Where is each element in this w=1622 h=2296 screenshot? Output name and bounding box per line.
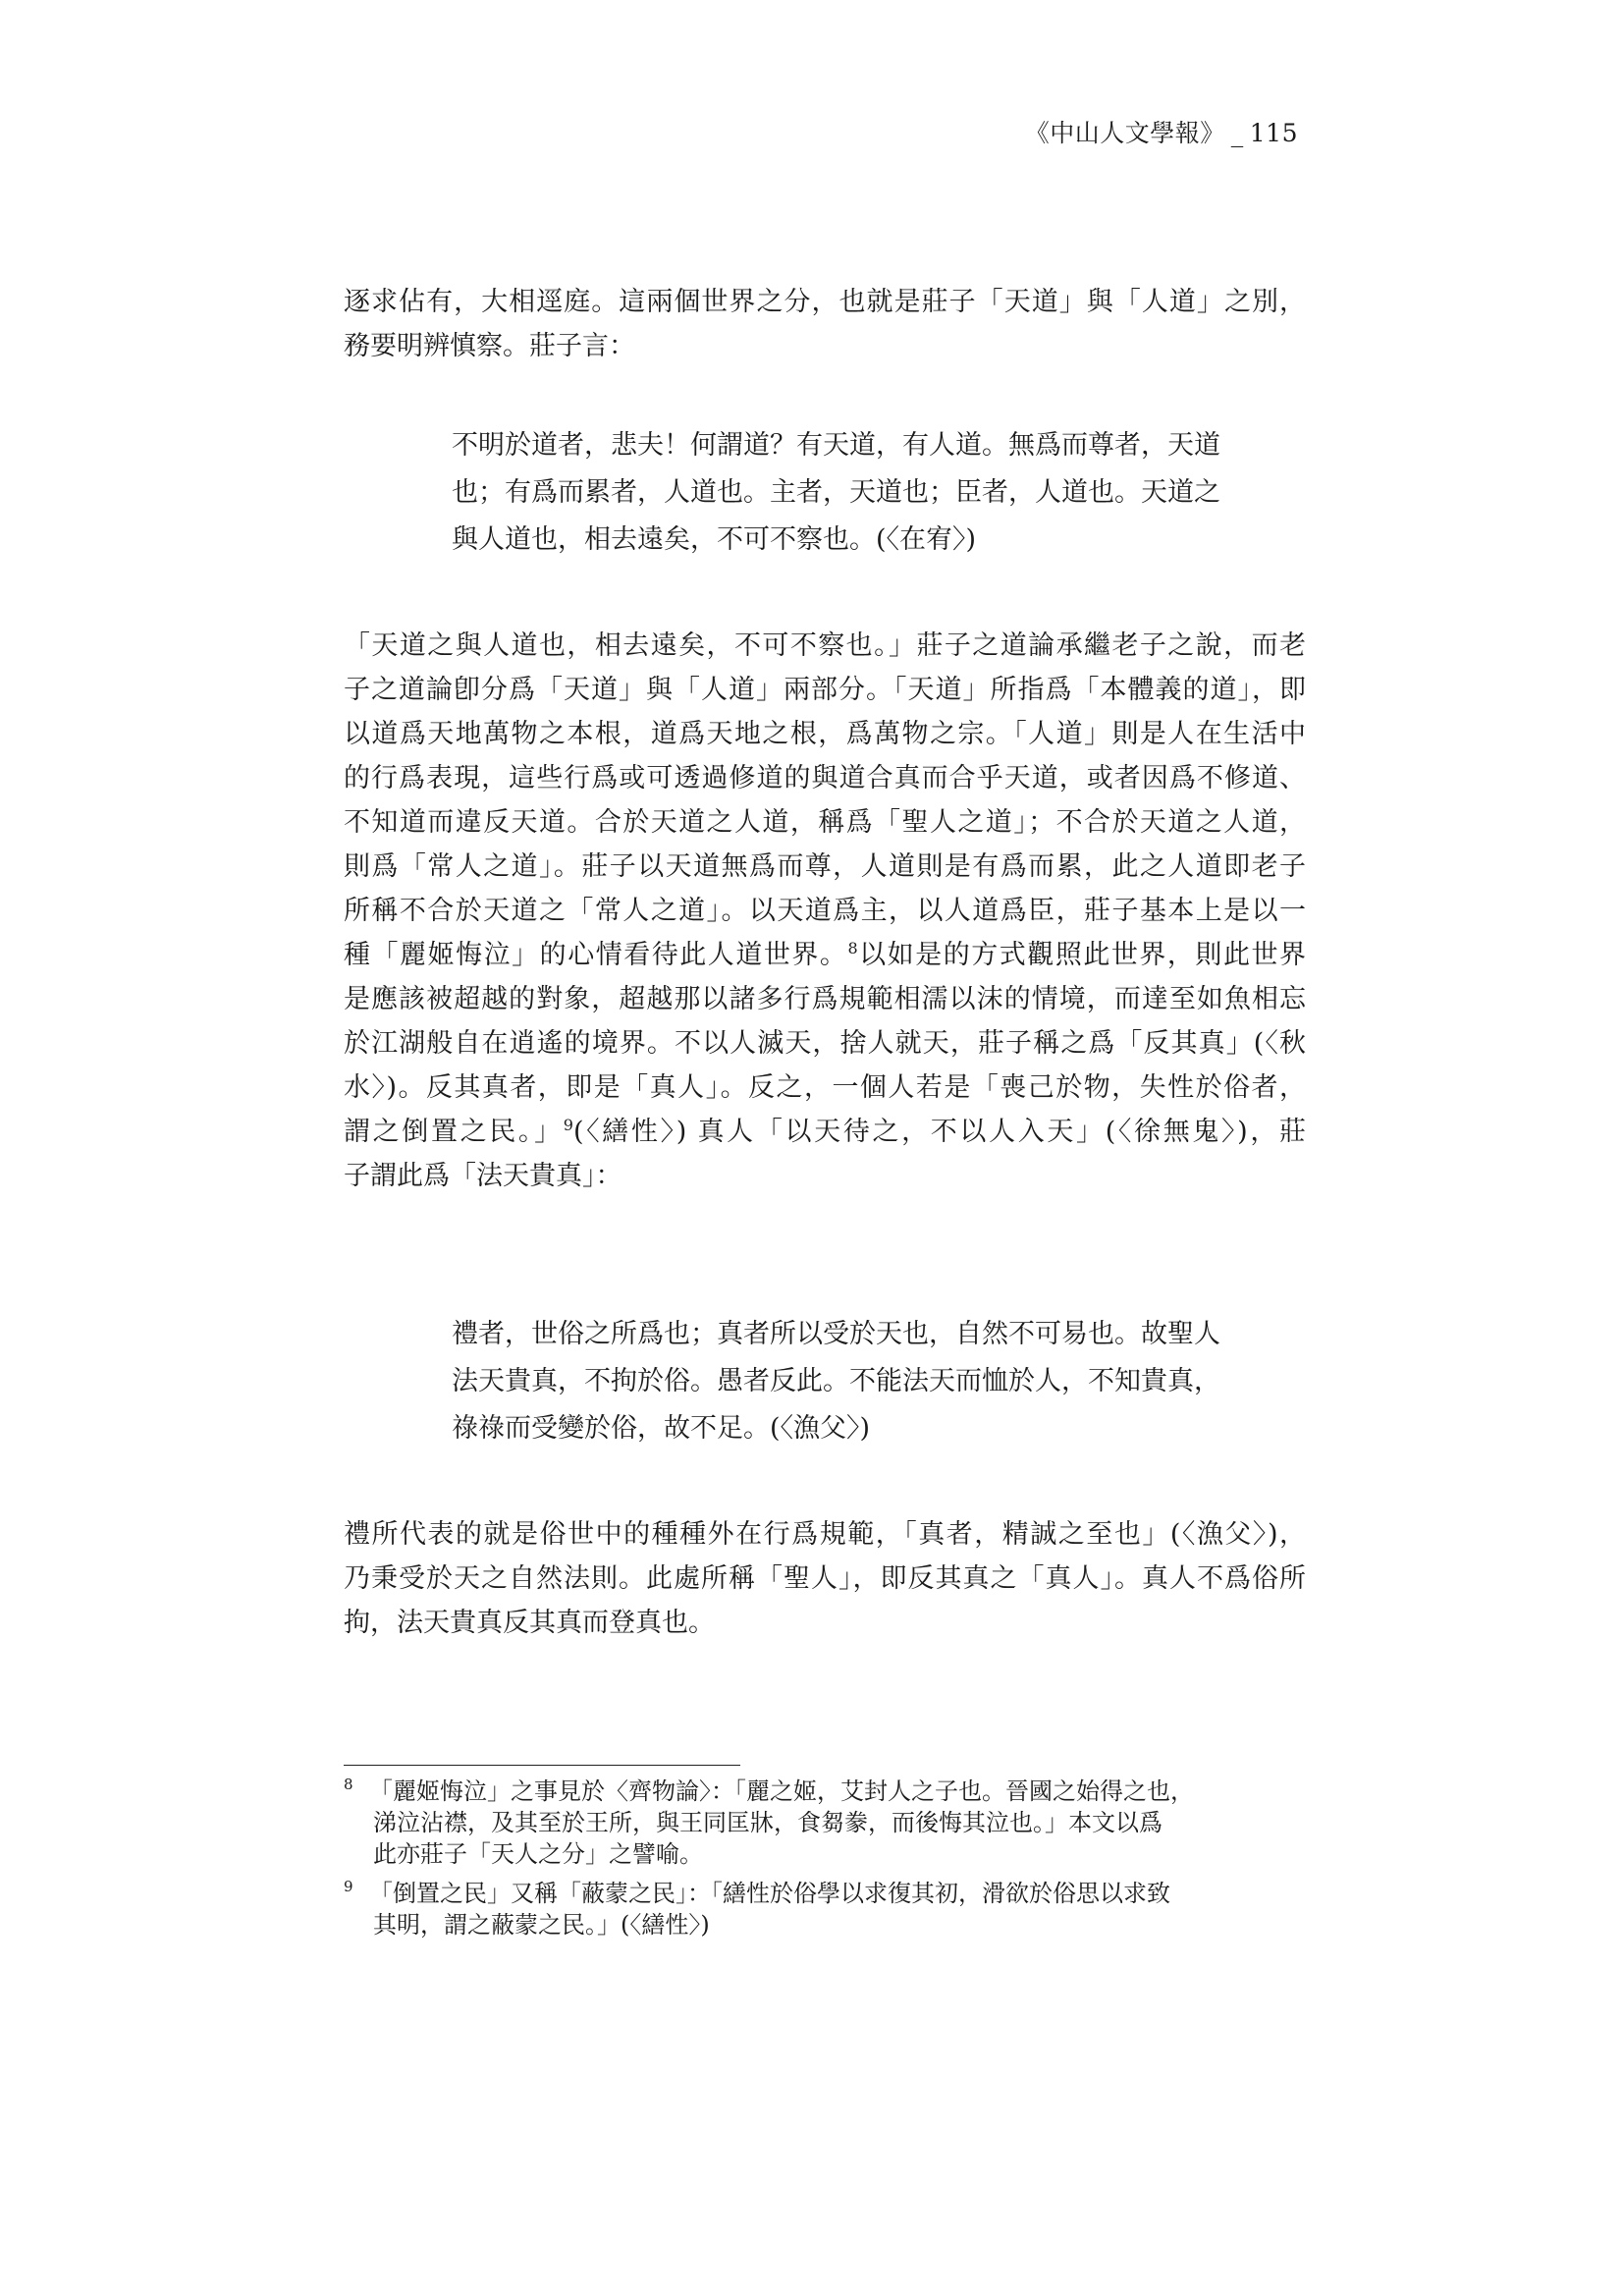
quote-line: 不明於道者，悲夫！何謂道？有天道，有人道。無爲而尊者，天道 — [452, 430, 1220, 461]
text-segment: 謂之倒置之民。」 — [344, 1117, 564, 1147]
text-line: 的行爲表現，這些行爲或可透過修道的與道合真而合乎天道，或者因爲不修道、 — [344, 763, 1306, 793]
text-line: 拘，法天貴真反其真而登真也。 — [344, 1608, 715, 1638]
text-line: 「天道之與人道也，相去遠矣，不可不察也。」莊子之道論承繼老子之說，而老 — [344, 630, 1306, 661]
text-line — [344, 933, 1306, 977]
running-header — [1025, 114, 1298, 149]
quote-line: 禮者，世俗之所爲也；真者所以受於天也，自然不可易也。故聖人 — [452, 1319, 1220, 1349]
text-segment: 以如是的方式觀照此世界，則此世界 — [857, 940, 1307, 970]
text-line — [344, 1110, 1306, 1154]
footnote-line: 「倒置之民」又稱「蔽蒙之民」：「繕性於俗學以求復其初，滑欲於俗思以求致 — [369, 1880, 1170, 1907]
footnote-9 — [344, 1878, 1306, 1941]
footnote-number: 9 — [344, 1878, 353, 1895]
text-line: 乃秉受於天之自然法則。此處所稱「聖人」，即反其真之「真人」。真人不爲俗所 — [344, 1563, 1306, 1594]
footnote-divider — [344, 1765, 740, 1766]
footnote-line: 涕泣沾襟，及其至於王所，與王同匡牀，食芻豢，而後悔其泣也。」本文以爲 — [373, 1809, 1162, 1836]
quote-line: 也；有爲而累者，人道也。主者，天道也；臣者，人道也。天道之 — [452, 477, 1220, 508]
footnote-ref-9[interactable]: 9 — [563, 1116, 573, 1134]
text-segment: 種「麗姬悔泣」的心情看待此人道世界。 — [344, 940, 848, 970]
text-line: 逐求佔有，大相逕庭。這兩個世界之分，也就是莊子「天道」與「人道」之別， — [344, 287, 1306, 317]
paragraph-3 — [344, 1512, 1306, 1645]
text-line: 水〉)。反其真者，即是「真人」。反之，一個人若是「喪己於物，失性於俗者， — [344, 1072, 1306, 1103]
footnote-ref-8[interactable]: 8 — [847, 939, 858, 957]
footnote-number: 8 — [344, 1776, 353, 1793]
footnote-line: 「麗姬悔泣」之事見於〈齊物論〉：「麗之姬，艾封人之子也。晉國之始得之也， — [369, 1777, 1194, 1805]
quote-line: 祿祿而受變於俗，故不足。(〈漁父〉) — [452, 1413, 871, 1444]
text-line: 不知道而違反天道。合於天道之人道，稱爲「聖人之道」；不合於天道之人道， — [344, 807, 1306, 838]
paragraph-1 — [344, 280, 1306, 368]
quote-line: 與人道也，相去遠矣，不可不察也。(〈在宥〉) — [452, 524, 977, 555]
header-separator: _ — [1230, 119, 1244, 147]
paragraph-2 — [344, 624, 1306, 1198]
text-line: 於江湖般自在逍遙的境界。不以人滅天，捨人就天，莊子稱之爲「反其真」(〈秋 — [344, 1028, 1306, 1059]
text-line: 務要明辨慎察。莊子言： — [344, 331, 635, 361]
footnote-8 — [344, 1776, 1306, 1870]
text-line: 子之道論卽分爲「天道」與「人道」兩部分。「天道」所指爲「本體義的道」，即 — [344, 675, 1306, 705]
text-line: 禮所代表的就是俗世中的種種外在行爲規範，「真者，精誠之至也」(〈漁父〉)， — [344, 1519, 1306, 1550]
block-quote-2 — [452, 1311, 1267, 1452]
text-line: 則爲「常人之道」。莊子以天道無爲而尊，人道則是有爲而累，此之人道即老子 — [344, 851, 1306, 882]
page-number: 115 — [1249, 119, 1298, 147]
block-quote-1 — [452, 422, 1267, 564]
footnote-line: 其明，謂之蔽蒙之民。」(〈繕性〉) — [373, 1911, 710, 1939]
text-line: 以道爲天地萬物之本根，道爲天地之根，爲萬物之宗。「人道」則是人在生活中 — [344, 719, 1306, 749]
text-line: 所稱不合於天道之「常人之道」。以天道爲主，以人道爲臣，莊子基本上是以一 — [344, 896, 1306, 926]
journal-title: 《中山人文學報》 — [1024, 119, 1225, 147]
text-line: 子謂此爲「法天貴真」： — [344, 1161, 622, 1191]
text-segment: (〈繕性〉) 真人「以天待之，不以人入天」(〈徐無鬼〉)，莊 — [572, 1117, 1307, 1147]
text-line: 是應該被超越的對象，超越那以諸多行爲規範相濡以沫的情境，而達至如魚相忘 — [344, 984, 1306, 1014]
footnote-line: 此亦莊子「天人之分」之譬喻。 — [373, 1840, 703, 1868]
quote-line: 法天貴真，不拘於俗。愚者反此。不能法天而恤於人，不知貴真， — [452, 1366, 1220, 1396]
